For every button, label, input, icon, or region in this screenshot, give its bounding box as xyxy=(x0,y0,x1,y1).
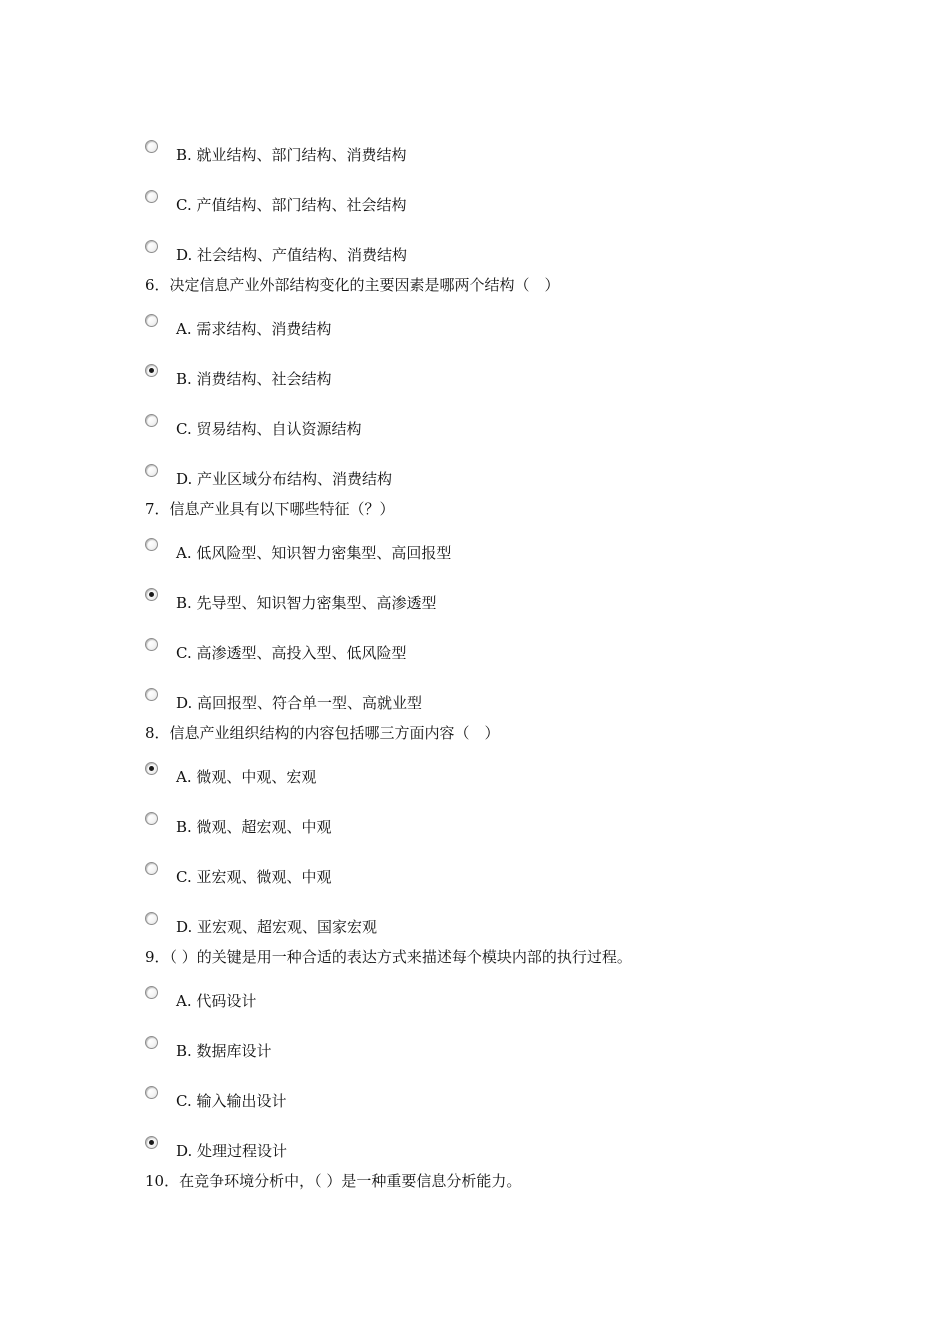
radio-button[interactable] xyxy=(145,912,158,925)
option-label: A. 代码设计 xyxy=(176,992,257,1010)
option-label: B. 先导型、知识智力密集型、高渗透型 xyxy=(176,594,437,612)
option-row[interactable] xyxy=(0,240,900,268)
radio-button[interactable] xyxy=(145,1086,158,1099)
option-label: C. 产值结构、部门结构、社会结构 xyxy=(176,196,407,214)
option-row[interactable] xyxy=(0,140,900,168)
option-row[interactable] xyxy=(0,190,900,218)
option-row[interactable] xyxy=(0,812,900,840)
option-label: B. 就业结构、部门结构、消费结构 xyxy=(176,146,407,164)
question-stem: 7．信息产业具有以下哪些特征（？） xyxy=(145,500,395,518)
radio-button[interactable] xyxy=(145,464,158,477)
radio-button[interactable] xyxy=(145,1036,158,1049)
option-label: C. 高渗透型、高投入型、低风险型 xyxy=(176,644,407,662)
question-stem: 6．决定信息产业外部结构变化的主要因素是哪两个结构（ ） xyxy=(145,276,560,294)
option-label: D. 处理过程设计 xyxy=(176,1142,288,1160)
radio-button[interactable] xyxy=(145,812,158,825)
option-label: A. 低风险型、知识智力密集型、高回报型 xyxy=(176,544,452,562)
radio-dot xyxy=(149,766,154,771)
radio-button[interactable] xyxy=(145,190,158,203)
radio-button[interactable] xyxy=(145,638,158,651)
option-row[interactable] xyxy=(0,912,900,940)
option-row[interactable] xyxy=(0,688,900,716)
option-row[interactable] xyxy=(0,862,900,890)
option-label: C. 输入输出设计 xyxy=(176,1092,287,1110)
option-row[interactable] xyxy=(0,1036,900,1064)
radio-button[interactable] xyxy=(145,862,158,875)
option-label: A. 微观、中观、宏观 xyxy=(176,768,317,786)
question-stem: 10．在竞争环境分析中，（ ）是一种重要信息分析能力。 xyxy=(145,1172,522,1190)
question-stem: 9．（ ）的关键是用一种合适的表达方式来描述每个模块内部的执行过程。 xyxy=(145,948,632,966)
radio-button[interactable] xyxy=(145,364,158,377)
radio-dot xyxy=(149,368,154,373)
option-label: D. 产业区域分布结构、消费结构 xyxy=(176,470,393,488)
option-label: B. 消费结构、社会结构 xyxy=(176,370,332,388)
radio-button[interactable] xyxy=(145,414,158,427)
radio-button[interactable] xyxy=(145,588,158,601)
radio-button[interactable] xyxy=(145,240,158,253)
question-stem: 8．信息产业组织结构的内容包括哪三方面内容（ ） xyxy=(145,724,500,742)
option-label: A. 需求结构、消费结构 xyxy=(176,320,332,338)
option-row[interactable] xyxy=(0,762,900,790)
option-row[interactable] xyxy=(0,1086,900,1114)
option-row[interactable] xyxy=(0,414,900,442)
radio-dot xyxy=(149,592,154,597)
option-row[interactable] xyxy=(0,638,900,666)
option-row[interactable] xyxy=(0,986,900,1014)
option-row[interactable] xyxy=(0,464,900,492)
option-row[interactable] xyxy=(0,1136,900,1164)
option-label: C. 亚宏观、微观、中观 xyxy=(176,868,332,886)
radio-button[interactable] xyxy=(145,140,158,153)
option-label: B. 微观、超宏观、中观 xyxy=(176,818,332,836)
radio-dot xyxy=(149,1140,154,1145)
radio-button[interactable] xyxy=(145,314,158,327)
radio-button[interactable] xyxy=(145,1136,158,1149)
radio-button[interactable] xyxy=(145,688,158,701)
option-label: D. 社会结构、产值结构、消费结构 xyxy=(176,246,408,264)
option-label: B. 数据库设计 xyxy=(176,1042,272,1060)
radio-button[interactable] xyxy=(145,986,158,999)
option-row[interactable] xyxy=(0,588,900,616)
option-label: C. 贸易结构、自认资源结构 xyxy=(176,420,362,438)
option-row[interactable] xyxy=(0,314,900,342)
option-label: D. 高回报型、符合单一型、高就业型 xyxy=(176,694,423,712)
option-row[interactable] xyxy=(0,538,900,566)
option-row[interactable] xyxy=(0,364,900,392)
option-label: D. 亚宏观、超宏观、国家宏观 xyxy=(176,918,378,936)
radio-button[interactable] xyxy=(145,538,158,551)
radio-button[interactable] xyxy=(145,762,158,775)
